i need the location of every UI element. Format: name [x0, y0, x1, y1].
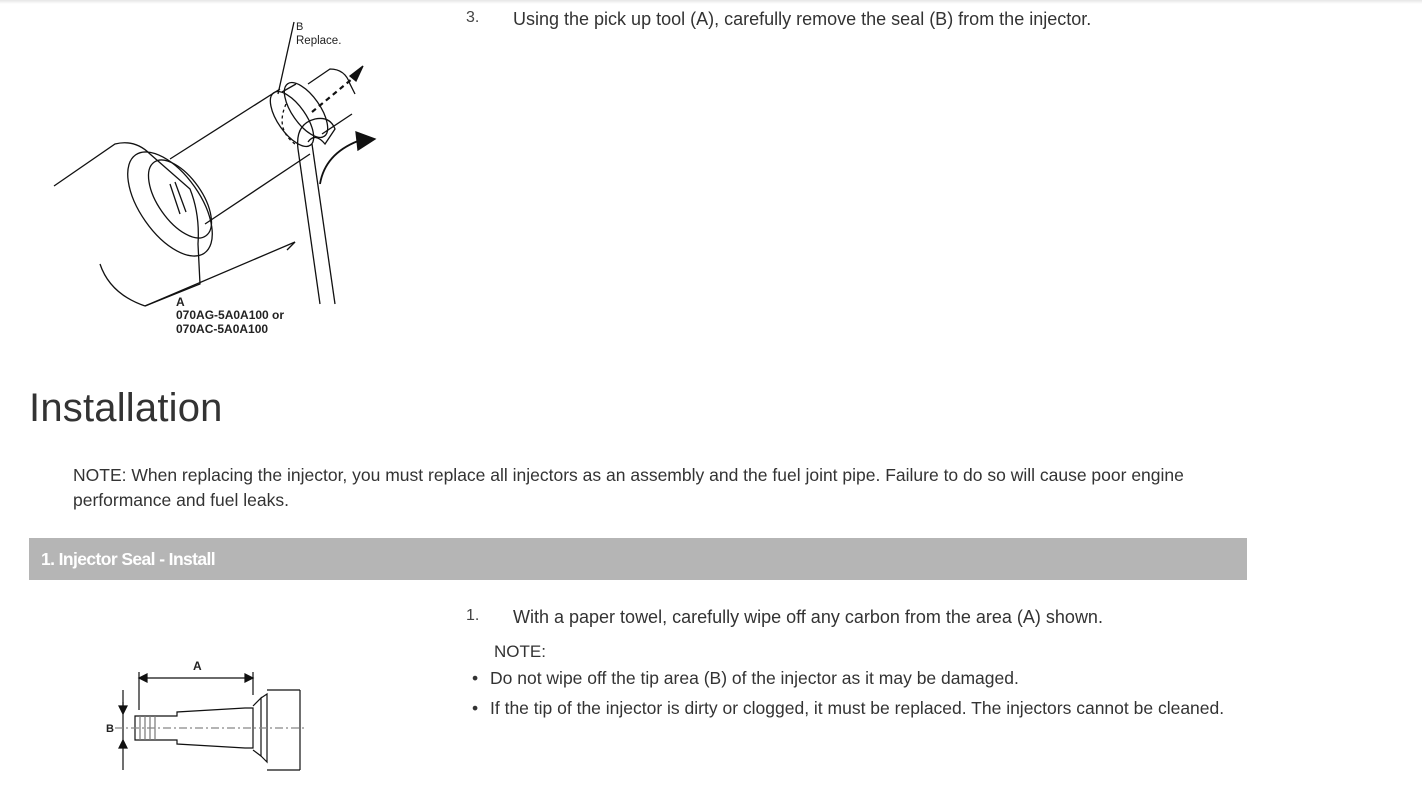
label-a: A	[193, 659, 202, 673]
label-replace: Replace.	[296, 35, 342, 47]
tool-part-number-2: 070AC-5A0A100	[176, 322, 269, 336]
bullet-text: Do not wipe off the tip area (B) of the injector as it may be damaged.	[490, 668, 1019, 688]
label-b: B	[296, 21, 304, 33]
section-header	[29, 538, 1247, 580]
bullet-icon: •	[472, 668, 479, 688]
bullet-icon: •	[472, 698, 479, 718]
note-label: NOTE:	[494, 642, 546, 661]
step-number: 1.	[466, 607, 480, 624]
bullet-text: If the tip of the injector is dirty or clogged, it must be replaced. The injectors cannot be cleaned.	[490, 698, 1225, 718]
tool-part-number-1: 070AG-5A0A100 or	[176, 308, 285, 322]
label-a: A	[176, 295, 185, 309]
installation-note: NOTE: When replacing the injector, you must replace all injectors as an assembly and the fuel joint pipe. Failure to do so will cause poor engine performance and fuel leaks.	[73, 465, 1184, 510]
label-b: B	[106, 723, 114, 735]
top-edge-shadow	[0, 0, 1422, 4]
step-number: 3.	[466, 9, 480, 26]
step-text: With a paper towel, carefully wipe off any carbon from the area (A) shown.	[513, 607, 1103, 627]
step-text: Using the pick up tool (A), carefully remove the seal (B) from the injector.	[513, 9, 1092, 29]
injector-tip-diagram	[95, 650, 325, 780]
note-bullet-list	[470, 666, 1224, 726]
section-title: 1. Injector Seal - Install	[41, 549, 216, 569]
list-item	[470, 696, 1224, 726]
installation-heading: Installation	[29, 386, 223, 430]
list-item	[470, 666, 1224, 696]
seal-removal-diagram	[40, 14, 420, 344]
